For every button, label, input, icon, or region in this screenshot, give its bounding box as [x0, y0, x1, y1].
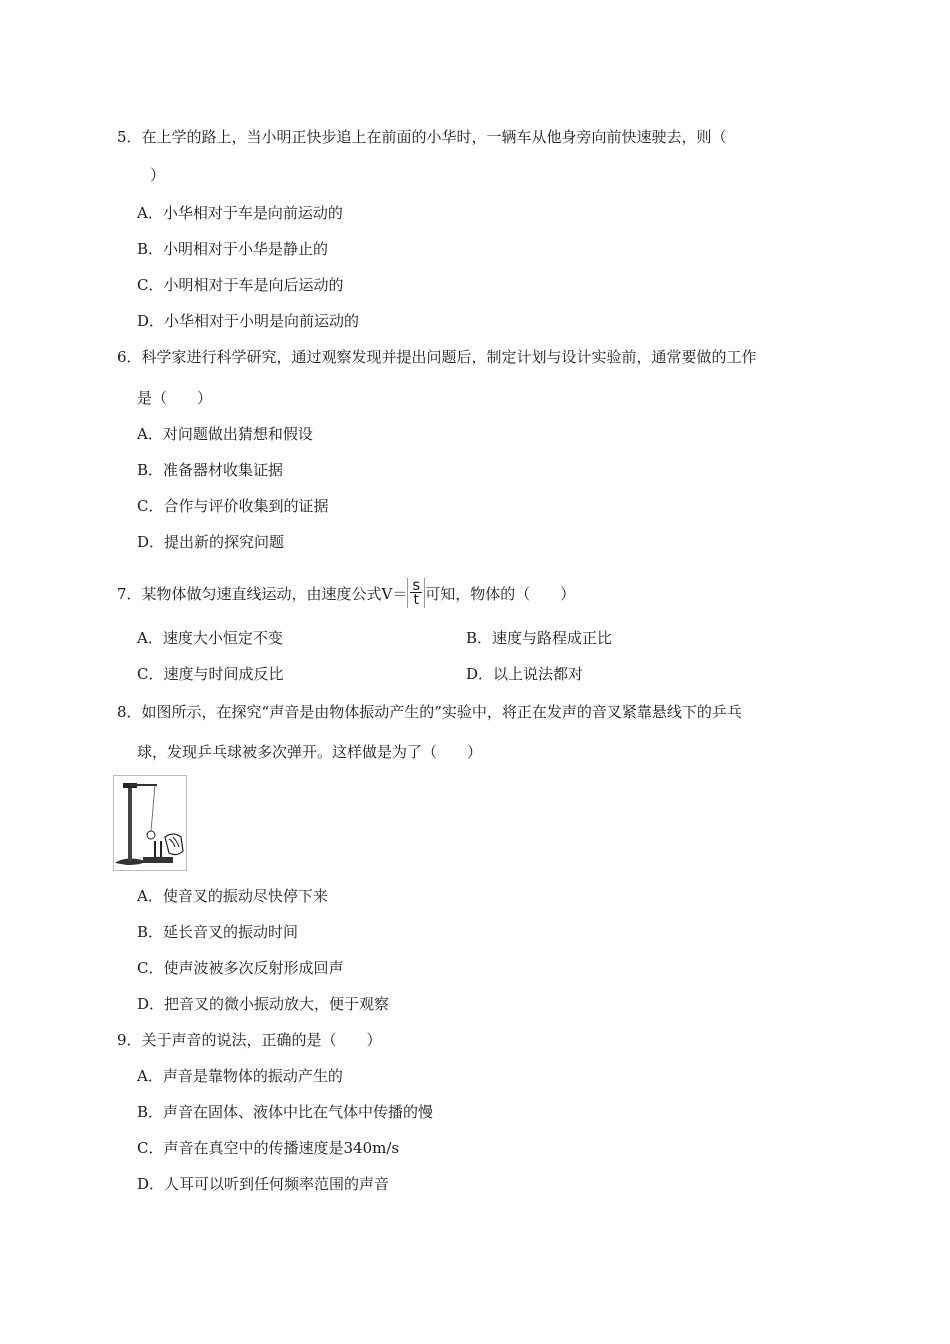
question-9-option-d: D．人耳可以听到任何频率范围的声音 [137, 1175, 390, 1193]
question-7-stem-before: 7．某物体做匀速直线运动，由速度公式V＝ [117, 585, 408, 603]
tuning-fork-experiment-figure [113, 775, 187, 871]
question-5-stem: 5．在上学的路上，当小明正快步追上在前面的小华时，一辆车从他身旁向前快速驶去，则（ [117, 128, 727, 146]
question-7-option-a: A．速度大小恒定不变 [137, 629, 283, 647]
question-6-stem: 6．科学家进行科学研究，通过观察发现并提出问题后，制定计划与设计实验前，通常要做的工作 [117, 348, 757, 366]
question-9-option-a: A．声音是靠物体的振动产生的 [137, 1067, 343, 1085]
formula-numerator: s [412, 576, 421, 594]
question-9-option-b: B．声音在固体、液体中比在气体中传播的慢 [137, 1103, 434, 1121]
question-6-stem-continuation: 是（ ） [137, 389, 213, 407]
question-6-option-d: D．提出新的探究问题 [137, 533, 285, 551]
question-9-option-c: C．声音在真空中的传播速度是340m/s [137, 1139, 400, 1157]
question-7-stem [117, 576, 576, 610]
question-5-option-c: C．小明相对于车是向后运动的 [137, 276, 344, 294]
question-8-stem: 8．如图所示，在探究“声音是由物体振动产生的”实验中，将正在发声的音叉紧靠悬线下的乒乓 [117, 703, 742, 721]
question-7-option-b: B．速度与路程成正比 [466, 629, 613, 647]
question-7-option-d: D．以上说法都对 [466, 665, 584, 683]
question-7-option-c: C．速度与时间成反比 [137, 665, 284, 683]
question-5-option-a: A．小华相对于车是向前运动的 [137, 204, 343, 222]
formula-denominator: t [413, 592, 420, 608]
question-7-stem-after: 可知，物体的（ ） [425, 585, 576, 603]
speed-formula [407, 578, 425, 608]
question-9-stem: 9．关于声音的说法，正确的是（ ） [117, 1031, 382, 1049]
question-8-stem-continuation: 球，发现乒乓球被多次弹开。这样做是为了（ ） [137, 743, 483, 761]
question-8-option-c: C．使声波被多次反射形成回声 [137, 959, 344, 977]
question-5-option-d: D．小华相对于小明是向前运动的 [137, 312, 360, 330]
question-5-option-b: B．小明相对于小华是静止的 [137, 240, 329, 258]
question-8-option-a: A．使音叉的振动尽快停下来 [137, 887, 328, 905]
question-6-option-c: C．合作与评价收集到的证据 [137, 497, 329, 515]
question-6-option-b: B．准备器材收集证据 [137, 461, 284, 479]
question-8-option-d: D．把音叉的微小振动放大，便于观察 [137, 995, 390, 1013]
question-5-stem-continuation: ） [150, 166, 166, 184]
question-6-option-a: A．对问题做出猜想和假设 [137, 425, 313, 443]
question-8-option-b: B．延长音叉的振动时间 [137, 923, 299, 941]
